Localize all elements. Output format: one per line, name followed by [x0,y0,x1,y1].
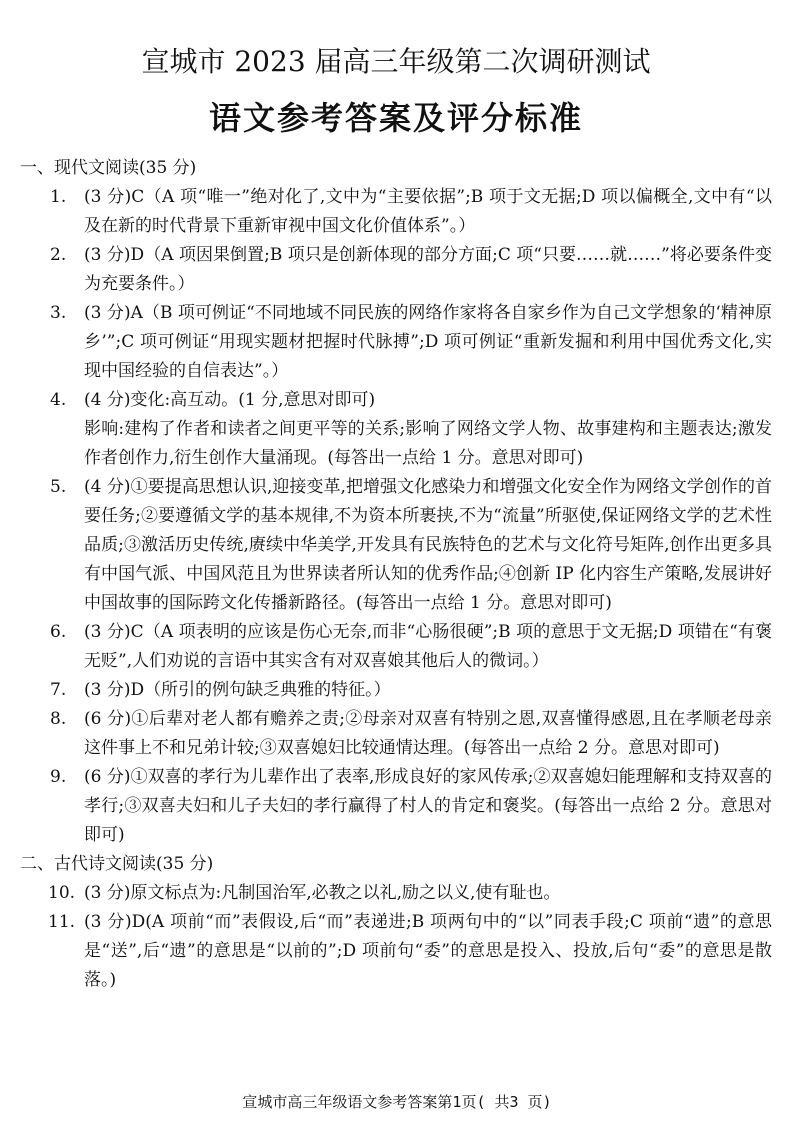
item-text: (4 分)①要提高思想认识,迎接变革,把增强文化感染力和增强文化安全作为网络文学创作的首要任务;②要遵循文学的基本规律,不为资本所裹挟,不为“流量”所驱使,保证网络文学的艺术性品质;③激活历史传统,赓续中华美学,开发具有民族特色的艺术与文化符号矩阵,创作出更多具有中国气派、中国风范且为世界读者所认知的优秀作品;④创新 IP 化内容生产策略,发展讲好中国故事的国际跨文化传播新路径。(每答出一点给 1 分。意思对即可) [84,477,772,613]
item-text: (3 分)C（A 项“唯一”绝对化了,文中为“主要依据”;B 项于文无据;D 项以偏概全,文中有“以及在新的时代背景下重新审视中国文化价值体系”。） [84,187,772,236]
answer-item-2 [20,241,772,299]
item-number: 6. [50,622,67,642]
item-number: 8. [50,709,67,729]
answer-item-1 [20,183,772,241]
answer-item-6 [20,618,772,676]
item-number: 7. [50,680,67,700]
item-number: 2. [50,245,67,265]
document-title: 语文参考答案及评分标准 [208,99,583,137]
item-text: (4 分)变化:高互动。(1 分,意思对即可) [84,390,376,410]
page-footer: 宣城市高三年级语文参考答案第1页( 共3 页) [242,1093,552,1111]
item-text: (3 分)A（B 项可例证“不同地域不同民族的网络作家将各自家乡作为自己文学想象的‘精神原乡’”;C 项可例证“用现实题材把握时代脉搏”;D 项可例证“重新发掘和利用中国优秀文化,实现中国经验的自信表达”。） [84,303,772,381]
item-number: 9. [50,767,67,787]
section-heading-modern-reading: 一、现代文阅读(35 分) [20,158,197,178]
answer-item-8 [20,705,772,763]
answer-item-9 [20,763,772,850]
exam-title: 宣城市 2023 届高三年级第二次调研测试 [141,45,651,78]
section-heading-classical-reading: 二、古代诗文阅读(35 分) [20,854,214,874]
item-text: (6 分)①双喜的孝行为儿辈作出了表率,形成良好的家风传承;②双喜媳妇能理解和支持双喜的孝行;③双喜夫妇和儿子夫妇的孝行赢得了村人的肯定和褒奖。(每答出一点给 2 分。意思对即可) [84,767,772,845]
answer-item-5 [20,473,772,618]
item-number: 10. [48,883,76,903]
answer-item-11 [20,908,772,995]
item-number: 5. [50,477,67,497]
item-number: 11. [48,912,76,932]
answer-item-4 [20,386,772,473]
item-text: (3 分)D(A 项前“而”表假设,后“而”表递进;B 项两句中的“以”同表手段;C 项前“遗”的意思是“送”,后“遗”的意思是“以前的”;D 项前句“委”的意思是投入、投放,后句“委”的意思是散落。) [84,912,772,990]
answer-item-7 [20,676,772,705]
answer-item-10 [20,879,772,908]
item-text: (3 分)D（A 项因果倒置;B 项只是创新体现的部分方面;C 项“只要……就……”将必要条件变为充要条件。） [84,245,772,294]
item-text: (3 分)D（所引的例句缺乏典雅的特征。） [84,680,391,700]
item-number: 1. [50,187,67,207]
item-number: 4. [50,390,67,410]
item-number: 3. [50,303,67,323]
item-text: (6 分)①后辈对老人都有赡养之责;②母亲对双喜有特别之恩,双喜懂得感恩,且在孝顺老母亲这件事上不和兄弟计较;③双喜媳妇比较通情达理。(每答出一点给 2 分。意思对即可) [84,709,772,758]
item-text: (3 分)原文标点为:凡制国治军,必教之以礼,励之以义,使有耻也。 [84,883,561,903]
item-text: (3 分)C（A 项表明的应该是伤心无奈,而非“心肠很硬”;B 项的意思于文无据;D 项错在“有褒无贬”,人们劝说的言语中其实含有对双喜娘其他后人的微词。） [84,622,772,671]
answer-item-3 [20,299,772,386]
item-text-continued: 影响:建构了作者和读者之间更平等的关系;影响了网络文学人物、故事建构和主题表达;激发作者创作力,衍生创作大量涌现。(每答出一点给 1 分。意思对即可) [84,419,772,468]
